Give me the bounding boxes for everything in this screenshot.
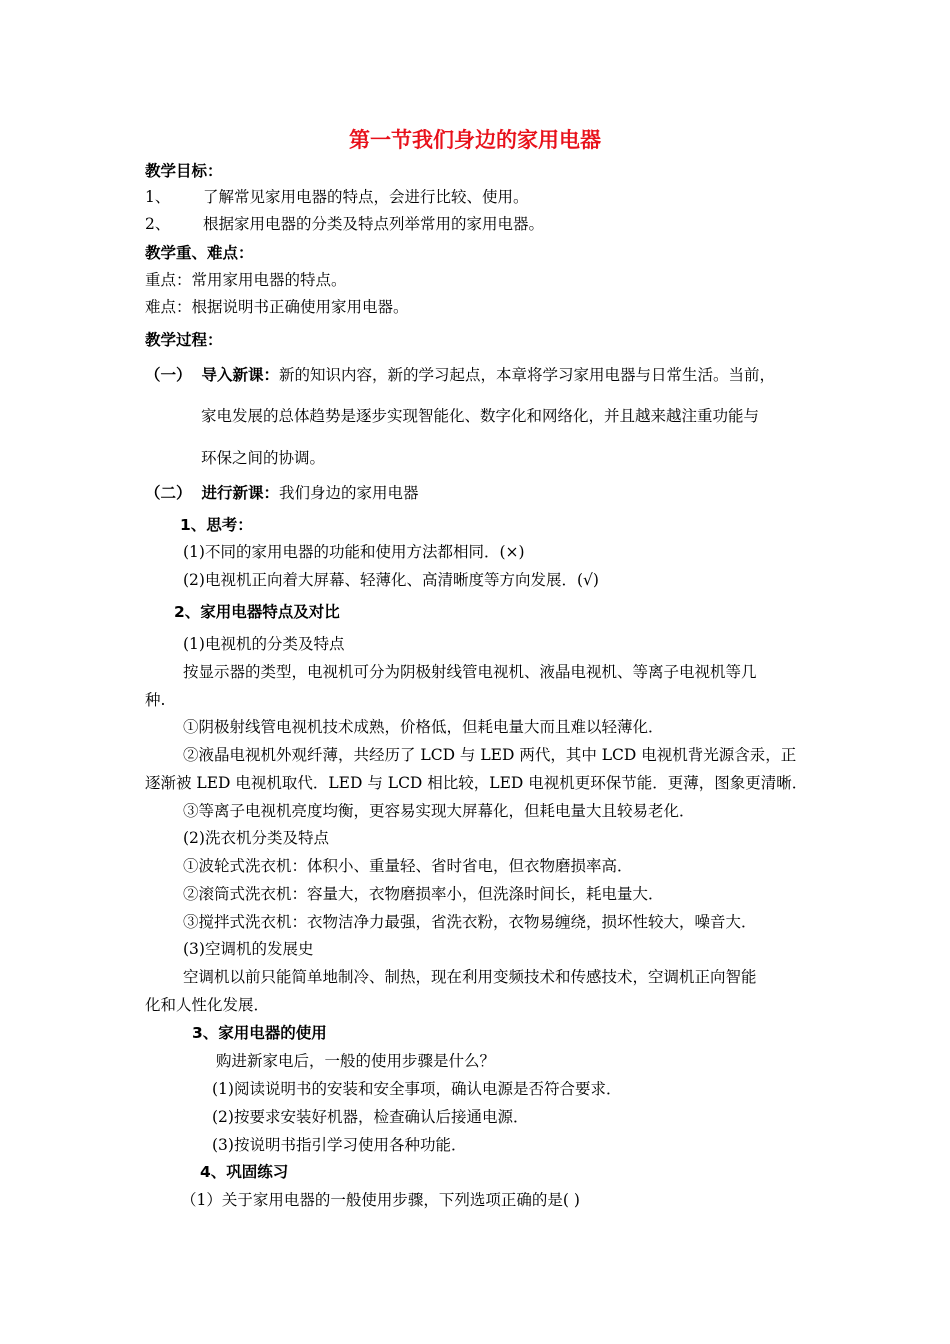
wash-item: ③搅拌式洗衣机：衣物洁净力最强，省洗衣粉，衣物易缠绕，损坏性较大，噪音大．: [183, 913, 757, 931]
tv-item: 逐渐被 LED 电视机取代．LED 与 LCD 相比较，LED 电视机更环保节能．更薄，图象更清晰．: [145, 774, 808, 792]
part2-text: 我们身边的家用电器: [279, 484, 419, 502]
objective-text: 了解常见家用电器的特点，会进行比较、使用。: [203, 188, 529, 206]
key-point: 重点：常用家用电器的特点。: [145, 271, 347, 289]
usage-step: (2)按要求安装好机器，检查确认后接通电源．: [212, 1108, 529, 1126]
ac-text: 空调机以前只能简单地制冷、制热，现在利用变频技术和传感技术，空调机正向智能: [183, 968, 757, 986]
think-item: (1)不同的家用电器的功能和使用方法都相同．(×): [183, 543, 525, 561]
part1-line: [145, 366, 775, 385]
part2-label: （二）: [145, 484, 192, 502]
part2-line: [145, 484, 419, 503]
objective-num: 2、: [145, 215, 171, 233]
wash-item: ①波轮式洗衣机：体积小、重量轻、省时省电，但衣物磨损率高．: [183, 857, 633, 875]
part2-heading: 进行新课：: [201, 484, 280, 502]
think-heading: 1、思考：: [180, 516, 253, 534]
objectives-heading: 教学目标：: [145, 162, 223, 180]
usage-question: 购进新家电后，一般的使用步骤是什么？: [216, 1052, 496, 1070]
usage-step: (3)按说明书指引学习使用各种功能．: [212, 1136, 467, 1154]
tv-heading: (1)电视机的分类及特点: [183, 635, 345, 653]
usage-step: (1)阅读说明书的安装和安全事项，确认电源是否符合要求．: [212, 1080, 622, 1098]
key-heading: 教学重、难点：: [145, 244, 254, 262]
process-heading: 教学过程：: [145, 331, 223, 349]
part1-heading: 导入新课：: [201, 366, 280, 384]
ac-text: 化和人性化发展．: [145, 996, 270, 1014]
tv-item: ①阴极射线管电视机技术成熟，价格低，但耗电量大而且难以轻薄化．: [183, 718, 664, 736]
wash-item: ②滚筒式洗衣机：容量大，衣物磨损率小，但洗涤时间长，耗电量大．: [183, 885, 664, 903]
page-title: 第一节我们身边的家用电器: [349, 128, 601, 152]
objective-item: [145, 215, 544, 234]
practice-question: （1）关于家用电器的一般使用步骤，下列选项正确的是( ): [181, 1191, 580, 1209]
part1-text: 新的知识内容，新的学习起点，本章将学习家用电器与日常生活。当前，: [279, 366, 776, 384]
objective-item: [145, 188, 529, 207]
difficult-point: 难点：根据说明书正确使用家用电器。: [145, 298, 409, 316]
part1-text: 环保之间的协调。: [201, 449, 326, 467]
tv-item: ②液晶电视机外观纤薄，共经历了 LCD 与 LED 两代，其中 LCD 电视机背光源含汞，正: [183, 746, 797, 764]
wash-heading: (2)洗衣机分类及特点: [183, 829, 329, 847]
usage-heading: 3、家用电器的使用: [192, 1024, 327, 1042]
part1-text: 家电发展的总体趋势是逐步实现智能化、数字化和网络化，并且越来越注重功能与: [201, 407, 760, 425]
tv-intro: 种.: [145, 691, 166, 709]
part1-label: （一）: [145, 366, 192, 384]
ac-heading: (3)空调机的发展史: [183, 940, 314, 958]
practice-heading: 4、巩固练习: [200, 1163, 289, 1181]
objective-text: 根据家用电器的分类及特点列举常用的家用电器。: [203, 215, 545, 233]
tv-item: ③等离子电视机亮度均衡，更容易实现大屏幕化，但耗电量大且较易老化．: [183, 802, 695, 820]
tv-intro: 按显示器的类型，电视机可分为阴极射线管电视机、液晶电视机、等离子电视机等几: [183, 663, 757, 681]
features-heading: 2、家用电器特点及对比: [174, 603, 340, 621]
think-item: (2)电视机正向着大屏幕、轻薄化、高清晰度等方向发展．(√): [183, 571, 599, 589]
objective-num: 1、: [145, 188, 171, 206]
